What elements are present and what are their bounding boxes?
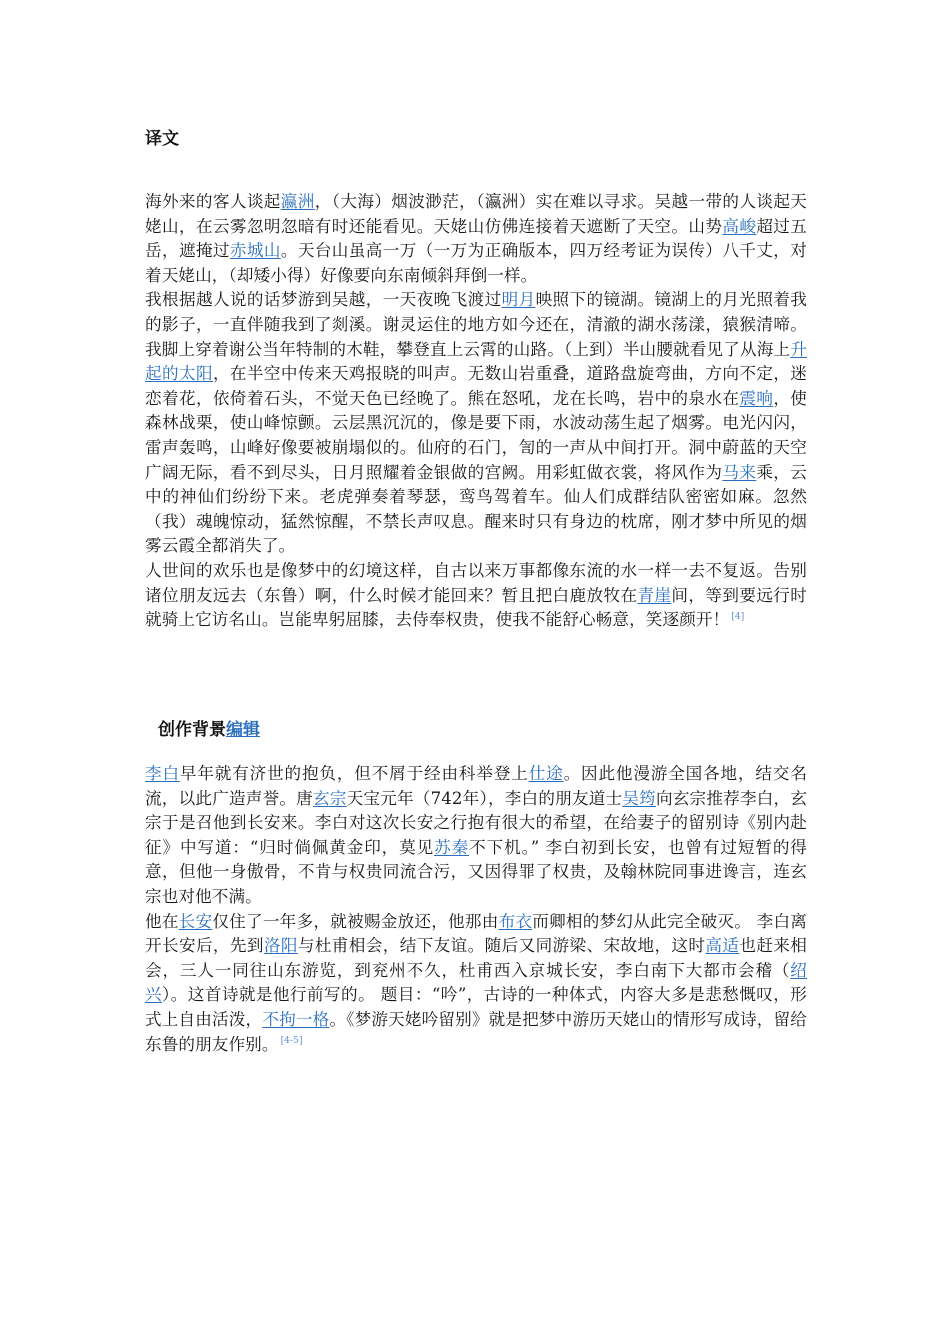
inline-link[interactable]: 明月 (501, 290, 536, 310)
inline-link[interactable]: 高峻 (722, 216, 757, 236)
edit-link[interactable]: 编辑 (226, 720, 260, 740)
text-run: 他在 (145, 911, 179, 931)
text-run: 间，等到要远行时就骑上它访名山。岂能卑躬屈膝，去侍奉权贵，使我不能舒心畅意，笑逐颜开！ (145, 585, 807, 630)
paragraph (145, 910, 807, 1058)
inline-link[interactable]: 洛阳 (263, 936, 298, 956)
background-heading-title: 创作背景 (158, 720, 226, 740)
text-run: 天宝元年（742年），李白的朋友道士 (346, 788, 623, 808)
background-heading (145, 719, 807, 741)
text-run: ，在半空中传来天鸡报晓的叫声。无数山岩重叠，道路盘旋弯曲，方向不定，迷恋着花，依倚着石头，不觉天色已经晚了。熊在怒吼，龙在长鸣，岩中的泉水在 (145, 364, 808, 408)
paragraph (145, 762, 807, 910)
inline-link[interactable]: 布衣 (498, 911, 533, 931)
text-run: 也赶来相会，三人一同往山东游览，到兖州不久，杜甫西入京城长安，李白南下大都市会稽（ (145, 936, 807, 980)
inline-link[interactable]: 吴筠 (622, 788, 656, 808)
inline-link[interactable]: 长安 (178, 911, 213, 931)
inline-link[interactable]: 震响 (739, 388, 774, 408)
background-section (145, 719, 807, 1057)
text-run: 我根据越人说的话梦游到吴越，一天夜晚飞渡过 (145, 290, 502, 310)
translation-body (145, 190, 807, 633)
text-run: 不下机。” 李白初到长安，也曾有过短暂的得意，但他一身傲骨，不肯与权贵同流合污，又因得罪了权贵，及翰林院同事进谗言，连玄宗也对他不满。 (145, 837, 808, 906)
text-run: 海外来的客人谈起 (145, 192, 281, 211)
text-run: 向玄宗推荐李白，玄宗于是召他到长安来。李白对这次长安之行抱有很大的希望，在给妻子的留别诗《别内赴征》中写道：“归时倘佩黄金印，莫见 (145, 788, 808, 857)
inline-link[interactable]: 马来 (722, 462, 757, 482)
inline-link[interactable]: 仕途 (528, 764, 564, 783)
text-run: 。因此他漫游全国各地，结交名流，以此广造声誉。唐 (145, 764, 808, 808)
inline-link[interactable]: 李白 (145, 764, 180, 783)
text-run: 与杜甫相会，结下友谊。随后又同游梁、宋故地，这时 (297, 936, 706, 956)
inline-link[interactable]: 青崖 (637, 585, 672, 605)
text-run: ，（大海）烟波渺茫，（瀛洲）实在难以寻求。吴越一带的人谈起天姥山，在云雾忽明忽暗有时还能看见。天姥山仿佛连接着天遮断了天空。山势 (145, 192, 807, 236)
translation-heading: 译文 (145, 129, 179, 149)
inline-link[interactable]: 升起的太阳 (145, 339, 807, 384)
inline-link[interactable]: 不拘一格 (262, 1009, 330, 1029)
citation-ref[interactable]: [4] (731, 611, 745, 622)
text-run: 人世间的欢乐也是像梦中的幻境这样，自古以来万事都像东流的水一样一去不复返。告别诸位朋友远去（东鲁）啊，什么时候才能回来？暂且把白鹿放牧在 (145, 560, 807, 605)
translation-section (145, 128, 807, 633)
paragraph (145, 559, 807, 633)
inline-link[interactable]: 绍兴 (145, 960, 807, 1005)
inline-link[interactable]: 赤城山 (229, 241, 281, 261)
text-run: 。《梦游天姥吟留别》就是把梦中游历天姥山的情形写成诗，留给东鲁的朋友作别。 (145, 1009, 807, 1054)
text-run: 。天台山虽高一万（一万为正确版本，四万经考证为误传）八千丈，对着天姥山，（却矮小得）好像要向东南倾斜拜倒一样。 (145, 241, 807, 285)
inline-link[interactable]: 瀛洲 (280, 192, 315, 211)
paragraph (145, 190, 807, 288)
paragraph (145, 288, 807, 559)
text-run: ）。这首诗就是他行前写的。 题目：“吟”，古诗的一种体式，内容大多是悲愁慨叹，形式上自由活泼， (145, 985, 807, 1029)
text-run: 仅住了一年多，就被赐金放还，他那由 (212, 911, 499, 931)
background-body (145, 762, 807, 1057)
text-run: ，使森林战栗，使山峰惊颤。云层黑沉沉的，像是要下雨，水波动荡生起了烟雾。电光闪闪，雷声轰鸣，山峰好像要被崩塌似的。仙府的石门，訇的一声从中间打开。洞中蔚蓝的天空广阔无际，看不到尽头，日月照耀着金银做的宫阙。用彩虹做衣裳，将风作为 (145, 388, 808, 482)
text-run: 映照下的镜湖。镜湖上的月光照着我的影子，一直伴随我到了剡溪。谢灵运住的地方如今还在，清澈的湖水荡漾，猿猴清啼。我脚上穿着谢公当年特制的木鞋，攀登直上云霄的山路。（上到）半山腰就看见了从海上 (145, 290, 807, 359)
inline-link[interactable]: 苏秦 (434, 837, 470, 857)
inline-link[interactable]: 玄宗 (312, 788, 347, 808)
text-run: 超过五岳，遮掩过 (145, 216, 807, 261)
text-run: 早年就有济世的抱负，但不屑于经由科举登上 (179, 764, 529, 783)
citation-ref[interactable]: [4-5] (280, 1036, 303, 1046)
text-run: 而卿相的梦幻从此完全破灭。 李白离开长安后，先到 (145, 911, 807, 956)
text-run: 乘，云中的神仙们纷纷下来。老虎弹奏着琴瑟，鸾鸟驾着车。仙人们成群结队密密如麻。忽然（我）魂魄惊动，猛然惊醒，不禁长声叹息。醒来时只有身边的枕席，刚才梦中所见的烟雾云霞全都消失了。 (145, 462, 807, 556)
inline-link[interactable]: 高适 (705, 936, 740, 956)
